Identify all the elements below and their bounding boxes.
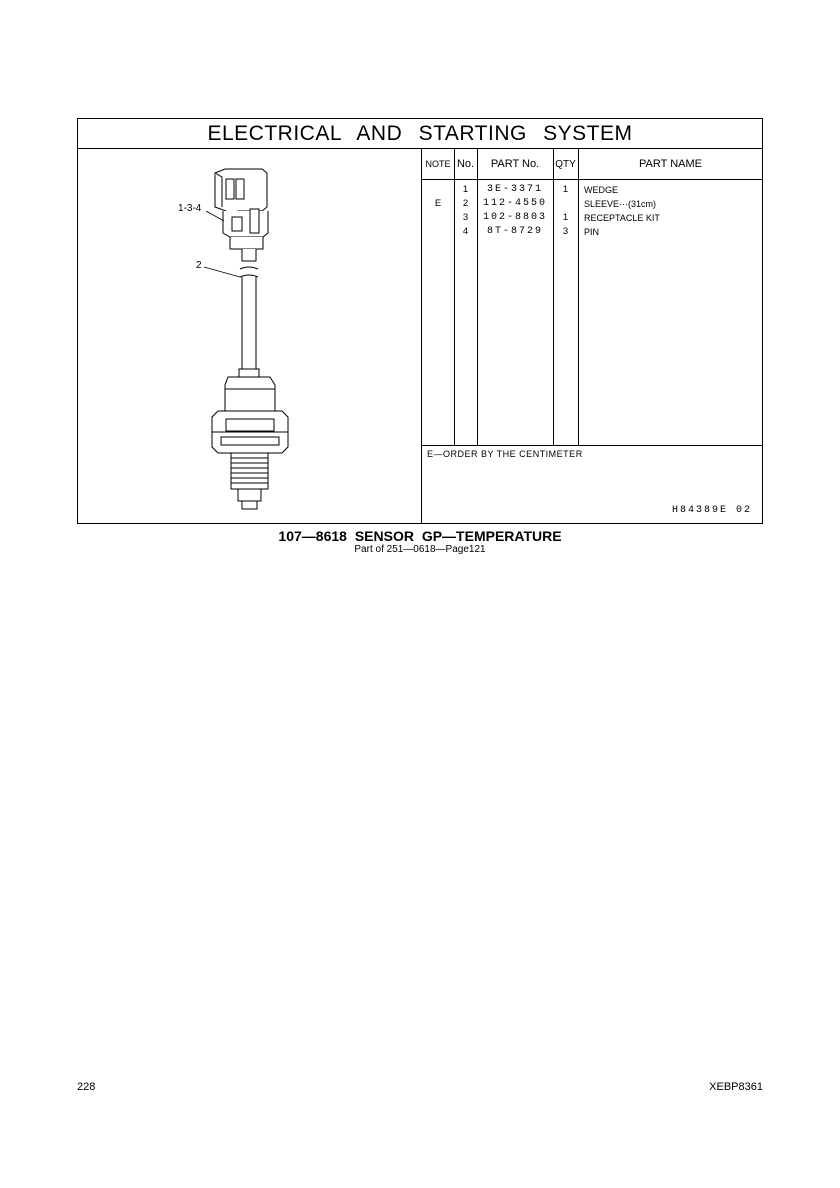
- row-part-number: 8T-8729: [486, 226, 543, 237]
- row-part-name: WEDGE: [584, 185, 619, 195]
- callout-label-2: 2: [196, 260, 202, 271]
- column-header-part-name: PART NAME: [639, 158, 702, 170]
- sensor-illustration: [78, 149, 421, 523]
- row-note: [422, 183, 454, 197]
- row-number: 1: [462, 184, 469, 195]
- row-part-name: SLEEVE···(31cm): [584, 199, 657, 209]
- callout-label-1-3-4: 1-3-4: [178, 203, 202, 214]
- row-part-number: 102-8803: [482, 212, 547, 223]
- row-note: [422, 211, 454, 225]
- column-header-note: NOTE: [425, 159, 451, 169]
- row-note: E: [434, 198, 442, 209]
- assembly-title: 107—8618 SENSOR GP—TEMPERATURE: [278, 528, 562, 544]
- row-part-number: 3E-3371: [486, 184, 543, 195]
- parts-table: [421, 149, 762, 523]
- sensor-diagram: [78, 149, 421, 523]
- page-number: 228: [77, 1081, 96, 1093]
- row-note: [422, 225, 454, 239]
- row-part-name: RECEPTACLE KIT: [584, 213, 660, 223]
- document-code: XEBP8361: [709, 1081, 763, 1093]
- column-header-no: No.: [456, 158, 475, 170]
- row-quantity: [553, 197, 578, 211]
- row-quantity: 3: [562, 226, 569, 237]
- parts-frame: [77, 118, 763, 524]
- row-number: 2: [462, 198, 469, 209]
- column-header-part-no: PART No.: [490, 158, 540, 170]
- row-part-number: 112-4550: [482, 198, 547, 209]
- row-part-name: PIN: [584, 227, 600, 237]
- row-number: 4: [462, 226, 469, 237]
- assembly-subtitle: Part of 251—0618—Page121: [354, 544, 486, 555]
- section-title: ELECTRICAL AND STARTING SYSTEM: [78, 119, 762, 149]
- row-quantity: 1: [562, 184, 569, 195]
- column-header-qty: QTY: [555, 158, 576, 170]
- row-number: 3: [462, 212, 469, 223]
- row-quantity: 1: [562, 212, 569, 223]
- illustration-reference-code: H84389E 02: [671, 505, 752, 516]
- order-footnote: E—ORDER BY THE CENTIMETER: [427, 449, 583, 459]
